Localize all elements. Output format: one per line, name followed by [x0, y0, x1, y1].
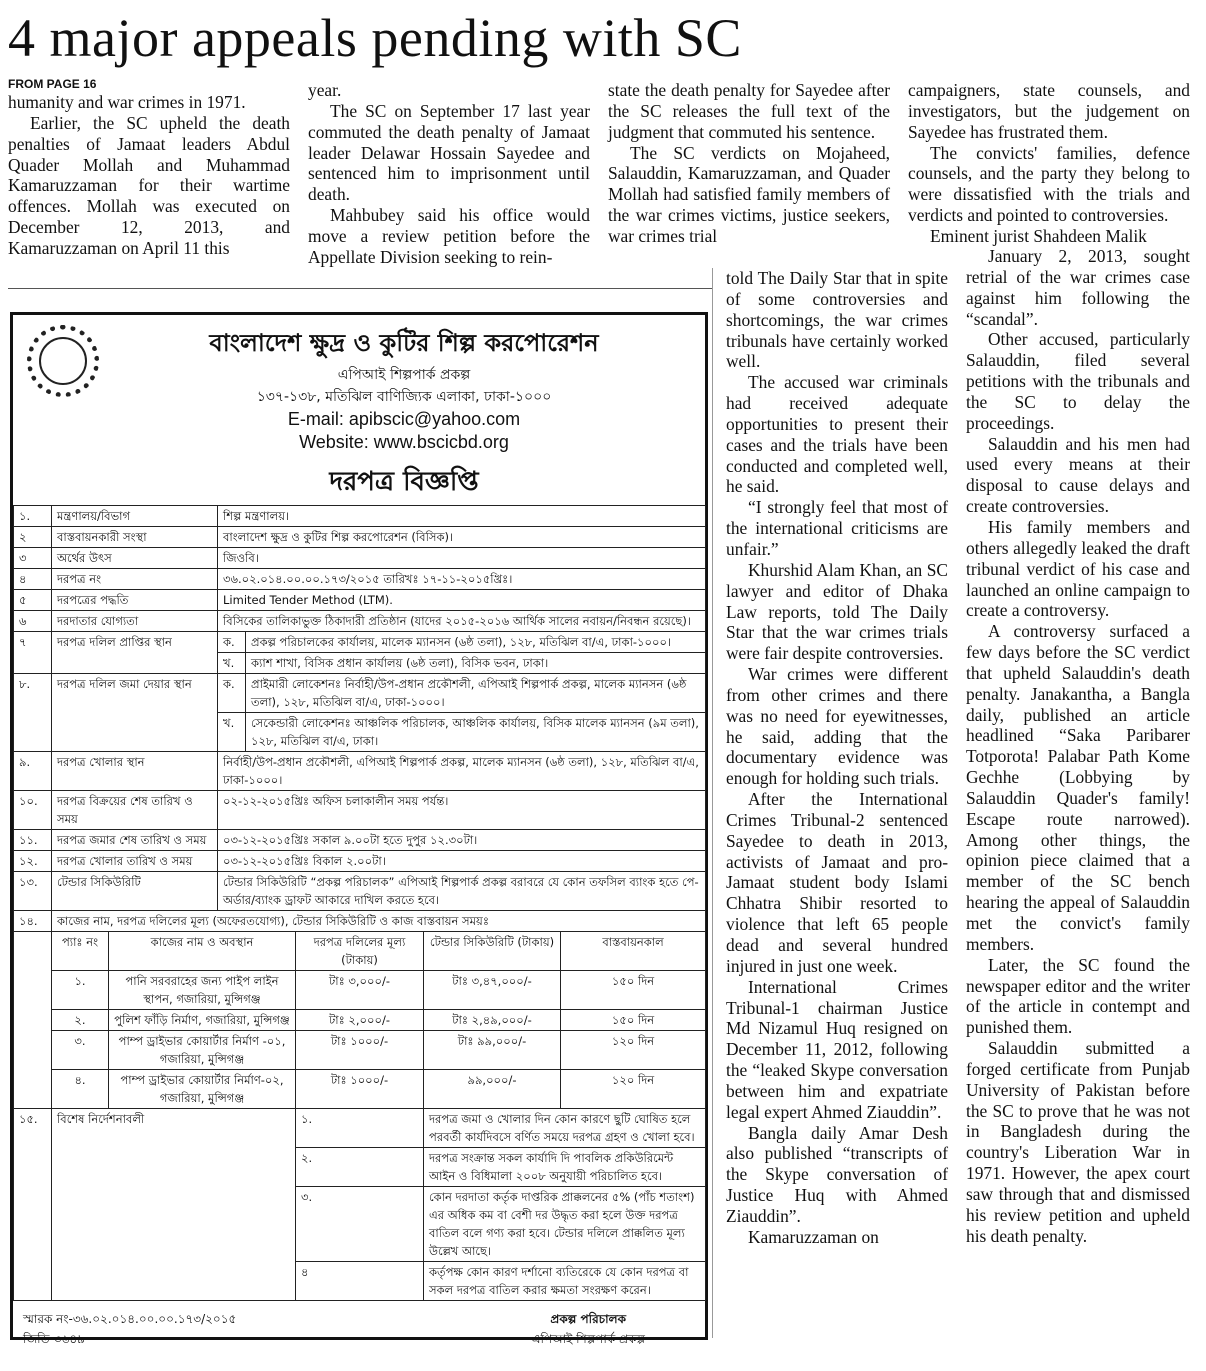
table-row: [14, 971, 706, 1010]
headline: 4 major appeals pending with SC: [8, 8, 742, 68]
row-number: ৭: [14, 632, 52, 674]
ad-email: E-mail: apibscic@yahoo.com: [287, 409, 521, 429]
row-value: টেন্ডার সিকিউরিটি “প্রকল্প পরিচালক” এপিআই শিল্পপার্ক প্রকল্প বরাবরে যে কোন তফসিল ব্যাংক হতে পে-অর্ডার/ব্যাংক ড্রাফট আকারে দাখিল করতে হবে।: [218, 872, 706, 911]
table-row: [14, 674, 706, 713]
row-label: দরদাতার যোগ্যতা: [52, 611, 218, 632]
works-cell: পুলিশ ফাঁড়ি নির্মাণ, গজারিয়া, মুন্সিগঞ্জ: [109, 1010, 296, 1031]
row-number: ৮.: [14, 674, 52, 752]
works-cell: টাঃ ৯৯,০০০/-: [424, 1031, 561, 1070]
row-number: ৬: [14, 611, 52, 632]
works-cell: ১২০ দিন: [561, 1070, 706, 1109]
sub-item-marker: ২.: [296, 1148, 424, 1187]
article-paragraph: Other accused, particularly Salauddin, filed several petitions with the tribunals and the SC to delay the proceedings.: [966, 329, 1190, 433]
row-number: ৪: [14, 569, 52, 590]
row-value: বিসিকের তালিকাভুক্ত ঠিকাদারী প্রতিষ্ঠান (যাদের ২০১৫-২০১৬ আর্থিক সালের নবায়ন/নিবন্ধন রয়েছে)।: [218, 611, 706, 632]
signer-org: এপিআই শিল্পপার্ক প্রকল্প: [531, 1332, 645, 1346]
article-paragraph: A controversy surfaced a few days before the SC verdict that upheld Salauddin's death penalty. Janakantha, a Bangla daily, published an article headlined “Saka Paribarer Totporota! Palabar Path Kome Gechhe (Lobbying by Salauddin Quader's family! Escape route narrowed). Among other things, the opinion piece claimed that a member of the SC bench hearing the appeal of Salauddin met the convict's family members.: [966, 621, 1190, 954]
row-label: দরপত্র নং: [52, 569, 218, 590]
sub-item-marker: ৪: [296, 1262, 424, 1301]
row-number: ৩: [14, 548, 52, 569]
row-number: ১০.: [14, 791, 52, 830]
row-number: ১৪.: [14, 911, 52, 932]
article-paragraph: Salauddin and his men had used every means at their disposal to cause delays and create controversies.: [966, 433, 1190, 517]
works-cell: টাঃ ২,০০০/-: [296, 1010, 424, 1031]
works-header: প্যাঃ নং: [52, 932, 109, 971]
table-row: [14, 932, 706, 971]
ad-footer: [13, 1301, 705, 1361]
sub-item-marker: ১.: [296, 1109, 424, 1148]
row-value: ০৩-১২-২০১৫খ্রিঃ বিকাল ২.০০টা।: [218, 851, 706, 872]
ad-address: ১৩৭-১৩৮, মতিঝিল বাণিজ্যিক এলাকা, ঢাকা-১০০০: [256, 389, 552, 405]
article-paragraph: Kamaruzzaman on: [748, 1226, 879, 1247]
row-number: ১.: [14, 506, 52, 527]
table-row: [14, 752, 706, 791]
ad-title: বাংলাদেশ ক্ষুদ্র ও কুটির শিল্প করপোরেশন: [209, 329, 599, 357]
article-paragraph: humanity and war crimes in 1971.: [8, 92, 246, 112]
row-label: দরপত্র জমার শেষ তারিখ ও সময়: [52, 830, 218, 851]
bscic-logo: [27, 325, 99, 397]
row-value: দরপত্র জমা ও খোলার দিন কোন কারণে ছুটি ঘোষিত হলে পরবর্তী কার্যদিবসে বর্ণিত সময়ে দরপত্র গ্রহণ ও খোলা হবে।: [424, 1109, 706, 1148]
sub-item-marker: খ.: [218, 653, 246, 674]
row-number: ১২.: [14, 851, 52, 872]
row-value: ৩৬.০২.০১৪.০০.০০.১৭৩/২০১৫ তারিখঃ ১৭-১১-২০১৫খ্রিঃ।: [218, 569, 706, 590]
works-header: টেন্ডার সিকিউরিটি (টাকায়): [424, 932, 561, 971]
ad-subtitle: এপিআই শিল্পপার্ক প্রকল্প: [337, 367, 471, 383]
notice-title: দরপত্র বিজ্ঞপ্তি: [329, 467, 479, 497]
tender-table: [13, 505, 706, 1301]
row-label: দরপত্র খোলার স্থান: [52, 752, 218, 791]
article-column-5: [726, 268, 948, 1248]
works-cell: ২.: [52, 1010, 109, 1031]
row-number: ৫: [14, 590, 52, 611]
works-cell: টাঃ ৩,৪৭,০০০/-: [424, 971, 561, 1010]
blank-cell: [14, 932, 52, 1109]
row-value: ক্যাশ শাখা, বিসিক প্রধান কার্যালয় (৬ষ্ঠ তলা), বিসিক ভবন, ঢাকা।: [246, 653, 706, 674]
article-paragraph: The SC on September 17 last year commuted the death penalty of Jamaat leader Delawar Hossain Sayedee and sentenced him to imprisonment until death.: [308, 100, 590, 205]
article-column-4: [908, 80, 1190, 247]
article-paragraph: campaigners, state counsels, and investigators, but the judgement on Sayedee has frustrated them.: [908, 80, 1190, 142]
works-cell: ৩.: [52, 1031, 109, 1070]
article-paragraph: International Crimes Tribunal-1 chairman Justice Md Nizamul Huq resigned on December 11, 2012, following the “leaked Skype conversation between him and expatriate legal expert Ahmed Ziauddin”.: [726, 976, 948, 1122]
works-cell: পানি সরবরাহের জন্য পাইপ লাইন স্থাপন, গজারিয়া, মুন্সিগঞ্জ: [109, 971, 296, 1010]
works-cell: টাঃ ১০০০/-: [296, 1031, 424, 1070]
works-cell: টাঃ ১০০০/-: [296, 1070, 424, 1109]
row-label: মন্ত্রণালয়/বিভাগ: [52, 506, 218, 527]
row-label: বিশেষ নির্দেশনাবলী: [52, 1109, 296, 1301]
table-row: [14, 1109, 706, 1148]
sub-item-marker: ৩.: [296, 1187, 424, 1262]
article-paragraph: told The Daily Star that in spite of some controversies and shortcomings, the war crimes tribunals have certainly worked well.: [726, 268, 948, 372]
row-value: প্রাইমারী লোকেশনঃ নির্বাহী/উপ-প্রধান প্রকৌশলী, এপিআই শিল্পপার্ক প্রকল্প, মালেক ম্যানসন (৬ষ্ঠ তলা), ১২৮, মতিঝিল বা/এ, ঢাকা-১০০০।: [246, 674, 706, 713]
row-label: দরপত্র বিক্রয়ের শেষ তারিখ ও সময়: [52, 791, 218, 830]
row-value: দরপত্র সংক্রান্ত সকল কার্যাদি দি পাবলিক প্রকিউরিমেন্ট আইন ও বিধিমালা ২০০৮ অনুযায়ী পরিচালিত হবে।: [424, 1148, 706, 1187]
table-row: [14, 590, 706, 611]
row-value: বাংলাদেশ ক্ষুদ্র ও কুটির শিল্প করপোরেশন (বিসিক)।: [218, 527, 706, 548]
row-value: প্রকল্প পরিচালকের কার্যালয়, মালেক ম্যানসন (৬ষ্ঠ তলা), ১২৮, মতিঝিল বা/এ, ঢাকা-১০০০।: [246, 632, 706, 653]
works-cell: টাঃ ৩,০০০/-: [296, 971, 424, 1010]
table-row: [14, 1031, 706, 1070]
article-column-6: [966, 246, 1190, 1247]
gd-number: জিডি-৩৬৪৯: [23, 1332, 85, 1346]
signer-title: প্রকল্প পরিচালক: [550, 1312, 626, 1326]
divider: [8, 288, 712, 289]
works-cell: পাম্প ড্রাইভার কোয়ার্টার নির্মাণ-০২, গজারিয়া, মুন্সিগঞ্জ: [109, 1070, 296, 1109]
ad-website: Website: www.bscicbd.org: [299, 432, 509, 452]
article-paragraph: Earlier, the SC upheld the death penalties of Jamaat leaders Abdul Quader Mollah and Muhammad Kamaruzzaman for their wartime offences. Mollah was executed on December 12, 2013, and Kamaruzzaman on April 11 this: [8, 112, 290, 258]
article-paragraph: Later, the SC found the newspaper editor and the writer of the article in contempt and punished them.: [966, 954, 1190, 1038]
table-row: [14, 911, 706, 932]
ad-header: [13, 315, 705, 505]
sub-item-marker: ক.: [218, 674, 246, 713]
works-cell: ৯৯,০০০/-: [424, 1070, 561, 1109]
article-paragraph: “I strongly feel that most of the international criticisms are unfair.”: [726, 497, 948, 559]
memo-number: স্মারক নং-৩৬.০২.০১৪.০০.০০.১৭৩/২০১৫: [23, 1312, 237, 1326]
table-row: [14, 1070, 706, 1109]
row-value: শিল্প মন্ত্রণালয়।: [218, 506, 706, 527]
row-label: বাস্তবায়নকারী সংস্থা: [52, 527, 218, 548]
table-row: [14, 569, 706, 590]
table-row: [14, 548, 706, 569]
row-value: জিওবি।: [218, 548, 706, 569]
article-paragraph: state the death penalty for Sayedee after the SC releases the full text of the judgment that commuted his sentence.: [608, 80, 890, 142]
row-label: অর্থের উৎস: [52, 548, 218, 569]
article-column-3: [608, 80, 890, 247]
article-paragraph: The SC verdicts on Mojaheed, Salauddin, Kamaruzzaman, and Quader Mollah had satisfied family members of the war crimes victims, justice seekers, war crimes trial: [608, 142, 890, 246]
column-divider: [712, 268, 713, 1338]
row-number: ৯.: [14, 752, 52, 791]
works-cell: টাঃ ২,৪৯,০০০/-: [424, 1010, 561, 1031]
works-header: দরপত্র দলিলের মূল্য (টাকায়): [296, 932, 424, 971]
row-label: টেন্ডার সিকিউরিটি: [52, 872, 218, 911]
article-paragraph: Salauddin submitted a forged certificate from Punjab University of Pakistan before the SC to prove that he was not in Bangladesh during the country's Liberation War in 1971. However, the apex court saw through that and dismissed his review petition and upheld his death penalty.: [966, 1038, 1190, 1246]
works-cell: ৪.: [52, 1070, 109, 1109]
article-paragraph: Mahbubey said his office would move a review petition before the Appellate Division seeking to rein-: [308, 205, 590, 267]
row-number: ১৩.: [14, 872, 52, 911]
sub-item-marker: ক.: [218, 632, 246, 653]
row-label: দরপত্র দলিল জমা দেয়ার স্থান: [52, 674, 218, 752]
table-row: [14, 527, 706, 548]
row-value: Limited Tender Method (LTM).: [218, 590, 706, 611]
table-row: [14, 1010, 706, 1031]
works-title: কাজের নাম, দরপত্র দলিলের মূল্য (অফেরতযোগ্য), টেন্ডার সিকিউরিটি ও কাজ বাস্তবায়ন সময়ঃ: [52, 911, 706, 932]
from-page-label: FROM PAGE 16: [8, 77, 97, 91]
works-header: কাজের নাম ও অবস্থান: [109, 932, 296, 971]
row-label: দরপত্র দলিল প্রাপ্তির স্থান: [52, 632, 218, 674]
sub-item-marker: খ.: [218, 713, 246, 752]
row-label: দরপত্রের পদ্ধতি: [52, 590, 218, 611]
article-column-1: [8, 76, 290, 259]
row-value: কোন দরদাতা কর্তৃক দাপ্তরিক প্রাক্কলনের ৫% (পাঁচ শতাংশ) এর অধিক কম বা বেশী দর উদ্ধৃত করা হলে উক্ত দরপত্র বাতিল বলে গণ্য করা হবে। টেন্ডার দলিলে প্রাক্কলিত মূল্য উল্লেখ আছে।: [424, 1187, 706, 1262]
row-value: ০৩-১২-২০১৫খ্রিঃ সকাল ৯.০০টা হতে দুপুর ১২.৩০টা।: [218, 830, 706, 851]
article-paragraph: The accused war criminals had received adequate opportunities to present their cases and the trials have been conducted and completed well, he said.: [726, 372, 948, 497]
article-column-2: [308, 80, 590, 268]
table-row: [14, 872, 706, 911]
works-cell: ১২০ দিন: [561, 1031, 706, 1070]
works-cell: ১.: [52, 971, 109, 1010]
table-row: [14, 830, 706, 851]
row-number: ২: [14, 527, 52, 548]
row-value: ০২-১২-২০১৫খ্রিঃ অফিস চলাকালীন সময় পর্যন্ত।: [218, 791, 706, 830]
works-cell: ১৫০ দিন: [561, 971, 706, 1010]
tender-notice-ad: [10, 312, 708, 1346]
article-paragraph: Bangla daily Amar Desh also published “transcripts of the Skype conversation of Justice Huq with Ahmed Ziauddin”.: [726, 1122, 948, 1226]
article-paragraph: Khurshid Alam Khan, an SC lawyer and editor of Dhaka Law reports, told The Daily Star that the war crimes trials were fair despite controversies.: [726, 559, 948, 664]
row-value: নির্বাহী/উপ-প্রধান প্রকৌশলী, এপিআই শিল্পপার্ক প্রকল্প, মালেক ম্যানসন (৬ষ্ঠ তলা), ১২৮, মতিঝিল বা/এ, ঢাকা-১০০০।: [218, 752, 706, 791]
row-number: ১৫.: [14, 1109, 52, 1301]
row-value: কর্তৃপক্ষ কোন কারণ দর্শানো ব্যতিরেকে যে কোন দরপত্র বা সকল দরপত্র বাতিল করার ক্ষমতা সংরক্ষণ করেন।: [424, 1262, 706, 1301]
article-paragraph: After the International Crimes Tribunal-2 sentenced Sayedee to death in 2013, activists of Jamaat and pro-Jamaat student body Islami Chhatra Shibir resorted to violence that left 65 people dead and several hundred injured in just one week.: [726, 789, 948, 976]
article-paragraph: War crimes were different from other crimes and there was no need for eyewitnesses, he said, adding that the documentary evidence was enough for holding such trials.: [726, 664, 948, 789]
article-paragraph: The convicts' families, defence counsels, and the party they belong to were dissatisfied with the trials and verdicts and pointed to controversies.: [908, 142, 1190, 226]
row-number: ১১.: [14, 830, 52, 851]
table-row: [14, 506, 706, 527]
table-row: [14, 791, 706, 830]
table-row: [14, 611, 706, 632]
article-paragraph: year.: [308, 80, 342, 100]
row-value: সেকেন্ডারী লোকেশনঃ আঞ্চলিক পরিচালক, আঞ্চলিক কার্যালয়, বিসিক মালেক ম্যানসন (৯ম তলা), ১২৮, মতিঝিল বা/এ, ঢাকা।: [246, 713, 706, 752]
table-row: [14, 632, 706, 653]
works-cell: ১৫০ দিন: [561, 1010, 706, 1031]
article-paragraph: January 2, 2013, sought retrial of the war crimes case against him following the “scandal”.: [966, 246, 1190, 329]
article-paragraph: Eminent jurist Shahdeen Malik: [930, 225, 1147, 246]
works-header: বাস্তবায়নকাল: [561, 932, 706, 971]
works-cell: পাম্প ড্রাইভার কোয়ার্টার নির্মাণ -০১, গজারিয়া, মুন্সিগঞ্জ: [109, 1031, 296, 1070]
article-paragraph: His family members and others allegedly leaked the draft tribunal verdict of his case and launched an online campaign to create a controversy.: [966, 516, 1190, 621]
table-row: [14, 851, 706, 872]
row-label: দরপত্র খোলার তারিখ ও সময়: [52, 851, 218, 872]
